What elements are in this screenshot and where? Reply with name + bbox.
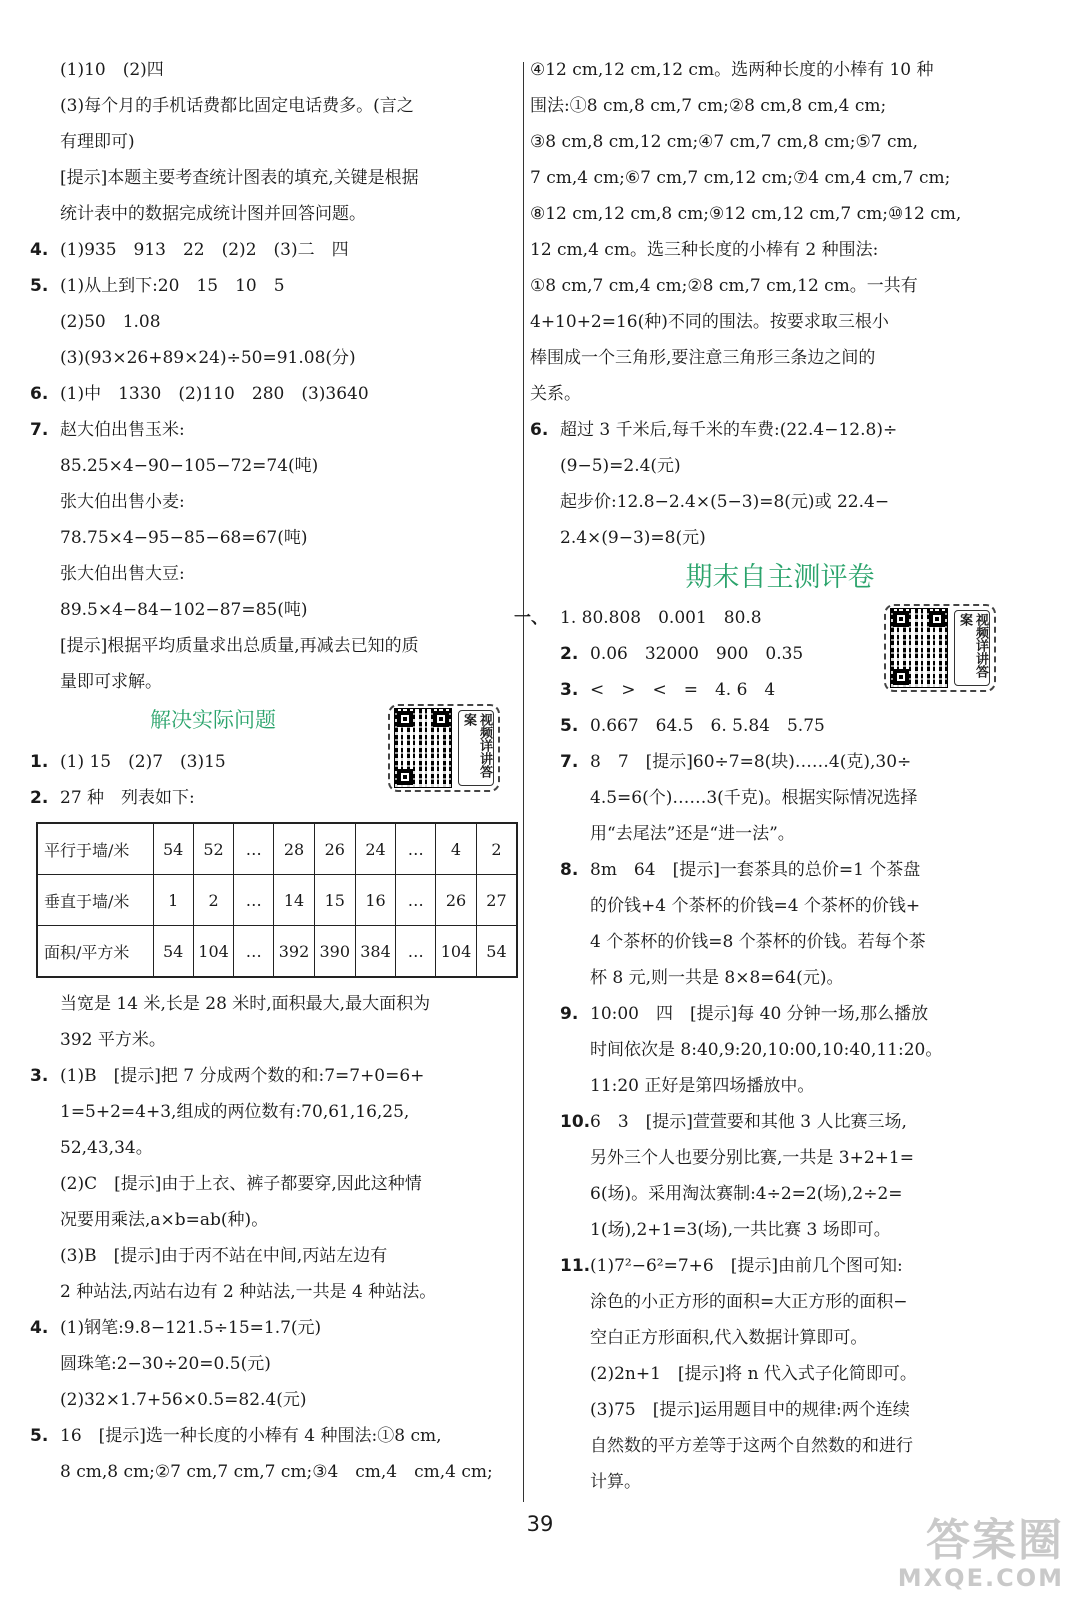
answer-line: 当宽是 14 米,长是 28 米时,面积最大,最大面积为 bbox=[60, 994, 431, 1014]
table-cell: 392 bbox=[274, 926, 315, 978]
question-1-answer: 1. (1) 15 (2)7 (3)15 bbox=[30, 744, 518, 780]
answer-line: 关系。 bbox=[530, 384, 581, 404]
question-number: 5. bbox=[30, 1426, 49, 1446]
answer-line: 起步价:12.8−2.4×(5−3)=8(元)或 22.4− bbox=[560, 492, 890, 512]
watermark-title: 答案圈 bbox=[926, 1515, 1064, 1566]
question-6-answer: 6. (1)中 1330 (2)110 280 (3)3640 bbox=[30, 376, 518, 412]
qr-label: 视频详讲答案 bbox=[954, 610, 990, 686]
answer-line: 2 种站法,丙站右边有 2 种站法,一共是 4 种站法。 bbox=[60, 1282, 437, 1302]
answer-line: (3)每个月的手机话费都比固定电话费多。(言之 bbox=[60, 96, 414, 116]
table-cell: 26 bbox=[436, 875, 477, 926]
answer-line: 时间依次是 8:40,9:20,10:00,10:40,11:20。 bbox=[590, 1040, 943, 1060]
row-header: 垂直于墙/米 bbox=[37, 875, 153, 926]
question-7-answer: 7. 赵大伯出售玉米: bbox=[30, 412, 518, 448]
table-cell: … bbox=[234, 926, 274, 978]
answer-line: (3)(93×26+89×24)÷50=91.08(分) bbox=[60, 348, 356, 368]
table-cell: 104 bbox=[436, 926, 477, 978]
answer-line: (2)C [提示]由于上衣、裤子都要穿,因此这种情 bbox=[60, 1174, 422, 1194]
question-number: 10. bbox=[560, 1112, 591, 1132]
table-cell: 52 bbox=[193, 823, 234, 875]
answer-line: 自然数的平方差等于这两个自然数的和进行 bbox=[590, 1436, 913, 1456]
answer-line: 1(场),2+1=3(场),一共比赛 3 场即可。 bbox=[590, 1220, 891, 1240]
question-number: 11. bbox=[560, 1256, 591, 1276]
answer-line: 4 个茶杯的价钱=8 个茶杯的价钱。若每个茶 bbox=[590, 932, 926, 952]
answer-line: 1=5+2=4+3,组成的两位数有:70,61,16,25, bbox=[60, 1102, 410, 1122]
answer-line: 85.25×4−90−105−72=74(吨) bbox=[60, 456, 319, 476]
question-number: 2. bbox=[30, 788, 49, 808]
answer-line: 52,43,34。 bbox=[60, 1138, 153, 1158]
question-3-answer: 3. < > < = 4. 6 4 bbox=[530, 672, 1030, 708]
qr-code-icon bbox=[890, 608, 948, 688]
question-5-answer: 5. (1)从上到下:20 15 10 5 bbox=[30, 268, 518, 304]
qr-code-icon bbox=[394, 708, 452, 788]
answer-line: 涂色的小正方形的面积=大正方形的面积− bbox=[590, 1292, 908, 1312]
answer-line: 78.75×4−95−85−68=67(吨) bbox=[60, 528, 308, 548]
table-cell: 27 bbox=[476, 875, 517, 926]
question-number: 8. bbox=[560, 860, 579, 880]
question-number: 5. bbox=[30, 276, 49, 296]
answer-line: 计算。 bbox=[590, 1472, 641, 1492]
answer-line: 的价钱+4 个茶杯的价钱=4 个茶杯的价钱+ bbox=[590, 896, 921, 916]
answer-line: (3)75 [提示]运用题目中的规律:两个连续 bbox=[590, 1400, 910, 1420]
question-7-answer: 7. 8 7 [提示]60÷7=8(块)……4(克),30÷ bbox=[530, 744, 1030, 780]
question-5-answer: 5. 16 [提示]选一种长度的小棒有 4 种围法:①8 cm, bbox=[30, 1418, 518, 1454]
fence-area-table bbox=[36, 822, 518, 978]
watermark bbox=[897, 1515, 1064, 1592]
question-number: 3. bbox=[30, 1066, 49, 1086]
answer-line: 2.4×(9−3)=8(元) bbox=[560, 528, 706, 548]
table-cell: 54 bbox=[153, 823, 193, 875]
answer-line: 392 平方米。 bbox=[60, 1030, 166, 1050]
question-number: 4. bbox=[30, 1318, 49, 1338]
answer-line: (2)50 1.08 bbox=[60, 312, 161, 332]
question-number: 7. bbox=[560, 752, 579, 772]
question-number: 2. bbox=[560, 644, 579, 664]
answer-line: (1)10 (2)四 bbox=[60, 60, 164, 80]
answer-line: 有理即可) bbox=[60, 132, 135, 152]
column-divider bbox=[523, 62, 524, 1502]
qr-label: 视频详讲答案 bbox=[458, 710, 494, 786]
part-one-question-1: 一、 1. 80.808 0.001 80.8 bbox=[530, 600, 1030, 636]
table-cell: … bbox=[396, 875, 436, 926]
question-number: 4. bbox=[30, 240, 49, 260]
table-cell: 1 bbox=[153, 875, 193, 926]
question-11-answer: 11. (1)7²−6²=7+6 [提示]由前几个图可知: bbox=[530, 1248, 1030, 1284]
question-10-answer: 10. 6 3 [提示]萱萱要和其他 3 人比赛三场, bbox=[530, 1104, 1030, 1140]
hint-line: [提示]根据平均质量求出总质量,再减去已知的质 bbox=[60, 636, 419, 656]
question-number: 6. bbox=[530, 420, 549, 440]
table-cell: … bbox=[396, 926, 436, 978]
hint-line: 量即可求解。 bbox=[60, 672, 162, 692]
table-cell: 390 bbox=[314, 926, 355, 978]
table-cell: 16 bbox=[355, 875, 396, 926]
question-number: 7. bbox=[30, 420, 49, 440]
hint-line: 统计表中的数据完成统计图并回答问题。 bbox=[60, 204, 366, 224]
answer-line: 棒围成一个三角形,要注意三角形三条边之间的 bbox=[530, 348, 876, 368]
table-row bbox=[37, 875, 517, 926]
right-column bbox=[514, 52, 1030, 1500]
question-2-answer: 2. 0.06 32000 900 0.35 bbox=[530, 636, 1030, 672]
answer-line: 用“去尾法”还是“进一法”。 bbox=[590, 824, 795, 844]
answer-line: 张大伯出售小麦: bbox=[60, 492, 185, 512]
table-cell: 28 bbox=[274, 823, 315, 875]
table-cell: 14 bbox=[274, 875, 315, 926]
answer-line: (2)32×1.7+56×0.5=82.4(元) bbox=[60, 1390, 307, 1410]
qr-code-video-answers[interactable] bbox=[884, 604, 996, 692]
answer-line: 4+10+2=16(种)不同的围法。按要求取三根小 bbox=[530, 312, 889, 332]
answer-line: 7 cm,4 cm;⑥7 cm,7 cm,12 cm;⑦4 cm,4 cm,7 cm; bbox=[530, 168, 951, 188]
table-cell: 104 bbox=[193, 926, 234, 978]
answer-line: ⑧12 cm,12 cm,8 cm;⑨12 cm,12 cm,7 cm;⑩12 cm, bbox=[530, 204, 962, 224]
table-cell: 2 bbox=[193, 875, 234, 926]
table-cell: 384 bbox=[355, 926, 396, 978]
row-header: 面积/平方米 bbox=[37, 926, 153, 978]
answer-line: 杯 8 元,则一共是 8×8=64(元)。 bbox=[590, 968, 844, 988]
table-cell: 2 bbox=[476, 823, 517, 875]
table-cell: 54 bbox=[153, 926, 193, 978]
section-title-practical-problems: 解决实际问题 bbox=[150, 708, 276, 732]
table-row bbox=[37, 926, 517, 978]
question-4-answer: 4. (1)钢笔:9.8−121.5÷15=1.7(元) bbox=[30, 1310, 518, 1346]
section-title-final-test: 期末自主测评卷 bbox=[685, 562, 875, 593]
question-5-answer: 5. 0.667 64.5 6. 5.84 5.75 bbox=[530, 708, 1030, 744]
question-number: 5. bbox=[560, 716, 579, 736]
question-number: 3. bbox=[560, 680, 579, 700]
question-4-answer: 4. (1)935 913 22 (2)2 (3)二 四 bbox=[30, 232, 518, 268]
answer-line: 况要用乘法,a×b=ab(种)。 bbox=[60, 1210, 269, 1230]
page-number: 39 bbox=[526, 1512, 554, 1536]
answer-line: 12 cm,4 cm。选三种长度的小棒有 2 种围法: bbox=[530, 240, 879, 260]
answer-line: (3)B [提示]由于丙不站在中间,丙站左边有 bbox=[60, 1246, 388, 1266]
answer-line: 8 cm,8 cm;②7 cm,7 cm,7 cm;③4 cm,4 cm,4 cm; bbox=[60, 1462, 493, 1482]
table-cell: … bbox=[396, 823, 436, 875]
question-2-answer: 2. 27 种 列表如下: bbox=[30, 780, 518, 816]
answer-line: 张大伯出售大豆: bbox=[60, 564, 185, 584]
row-header: 平行于墙/米 bbox=[37, 823, 153, 875]
question-6-answer: 6. 超过 3 千米后,每千米的车费:(22.4−12.8)÷ bbox=[530, 412, 1030, 448]
answer-line: ④12 cm,12 cm,12 cm。选两种长度的小棒有 10 种 bbox=[530, 60, 934, 80]
answer-line: ①8 cm,7 cm,4 cm;②8 cm,7 cm,12 cm。一共有 bbox=[530, 276, 918, 296]
watermark-domain: MXQE.COM bbox=[897, 1564, 1064, 1592]
table-cell: 54 bbox=[476, 926, 517, 978]
answer-line: ③8 cm,8 cm,12 cm;④7 cm,7 cm,8 cm;⑤7 cm, bbox=[530, 132, 919, 152]
answer-line: 89.5×4−84−102−87=85(吨) bbox=[60, 600, 308, 620]
question-number: 1. bbox=[30, 752, 49, 772]
part-number: 一、 bbox=[514, 608, 548, 628]
answer-line: 围法:①8 cm,8 cm,7 cm;②8 cm,8 cm,4 cm; bbox=[530, 96, 887, 116]
table-cell: 26 bbox=[314, 823, 355, 875]
table-cell: 4 bbox=[436, 823, 477, 875]
table-cell: 24 bbox=[355, 823, 396, 875]
answer-line: 11:20 正好是第四场播放中。 bbox=[590, 1076, 815, 1096]
question-number: 9. bbox=[560, 1004, 579, 1024]
hint-line: [提示]本题主要考查统计图表的填充,关键是根据 bbox=[60, 168, 419, 188]
answer-line: (9−5)=2.4(元) bbox=[560, 456, 681, 476]
qr-code-video-answers[interactable] bbox=[388, 704, 500, 792]
table-cell: 15 bbox=[314, 875, 355, 926]
answer-line: 圆珠笔:2−30÷20=0.5(元) bbox=[60, 1354, 271, 1374]
answer-line: 4.5=6(个)……3(千克)。根据实际情况选择 bbox=[590, 788, 918, 808]
question-3-answer: 3. (1)B [提示]把 7 分成两个数的和:7=7+0=6+ bbox=[30, 1058, 518, 1094]
answer-line: 另外三个人也要分别比赛,一共是 3+2+1= bbox=[590, 1148, 914, 1168]
answer-line: 6(场)。采用淘汰赛制:4÷2=2(场),2÷2= bbox=[590, 1184, 903, 1204]
question-number: 6. bbox=[30, 384, 49, 404]
answer-line: 空白正方形面积,代入数据计算即可。 bbox=[590, 1328, 868, 1348]
question-9-answer: 9. 10:00 四 [提示]每 40 分钟一场,那么播放 bbox=[530, 996, 1030, 1032]
table-cell: … bbox=[234, 823, 274, 875]
answer-line: (2)2n+1 [提示]将 n 代入式子化简即可。 bbox=[590, 1364, 917, 1384]
question-8-answer: 8. 8m 64 [提示]一套茶具的总价=1 个茶盘 bbox=[530, 852, 1030, 888]
table-cell: … bbox=[234, 875, 274, 926]
table-row bbox=[37, 823, 517, 875]
